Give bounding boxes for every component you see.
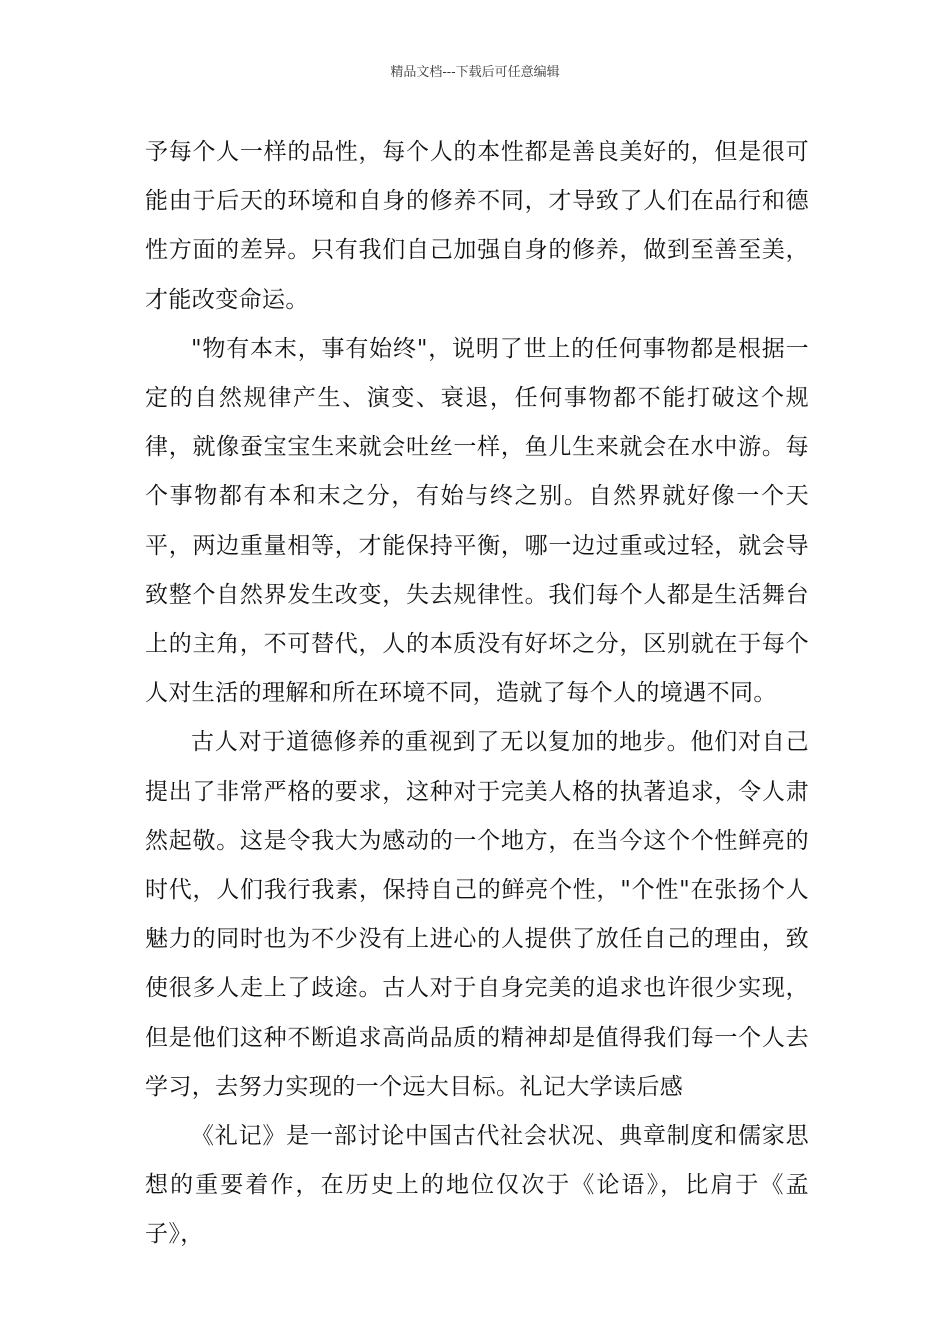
paragraph-1: 予每个人一样的品性，每个人的本性都是善良美好的，但是很可能由于后天的环境和自身的修养不同，才导致了人们在品行和德性方面的差异。只有我们自己加强自身的修养，做到至善至美，才能改变命运。 (145, 139, 809, 313)
paragraph-2: "物有本末，事有始终"，说明了世上的任何事物都是根据一定的自然规律产生、演变、衰退，任何事物都不能打破这个规律，就像蚕宝宝生来就会吐丝一样，鱼儿生来就会在水中游。每个事物都有本和末之分，有始与终之别。自然界就好像一个天平，两边重量相等，才能保持平衡，哪一边过重或过轻，就会导致整个自然界发生改变，失去规律性。我们每个人都是生活舞台上的主角，不可替代，人的本质没有好坏之分，区别就在于每个人对生活的理解和所在环境不同，造就了每个人的境遇不同。 (145, 335, 809, 707)
paragraph-4: 《礼记》是一部讨论中国古代社会状况、典章制度和儒家思想的重要着作，在历史上的地位仅次于《论语》，比肩于《孟子》， (145, 1123, 809, 1248)
document-body (145, 128, 809, 1260)
paragraph-3: 古人对于道德修养的重视到了无以复加的地步。他们对自己提出了非常严格的要求，这种对于完美人格的执著追求，令人肃然起敬。这是令我大为感动的一个地方，在当今这个个性鲜亮的时代，人们我行我素，保持自己的鲜亮个性，"个性"在张扬个人魅力的同时也为不少没有上进心的人提供了放任自己的理由，致使很多人走上了歧途。古人对于自身完美的追求也许很少实现，但是他们这种不断追求高尚品质的精神却是值得我们每一个人去学习，去努力实现的一个远大目标。礼记大学读后感 (145, 729, 809, 1100)
page-header: 精品文档---下载后可任意编辑 (390, 65, 560, 80)
